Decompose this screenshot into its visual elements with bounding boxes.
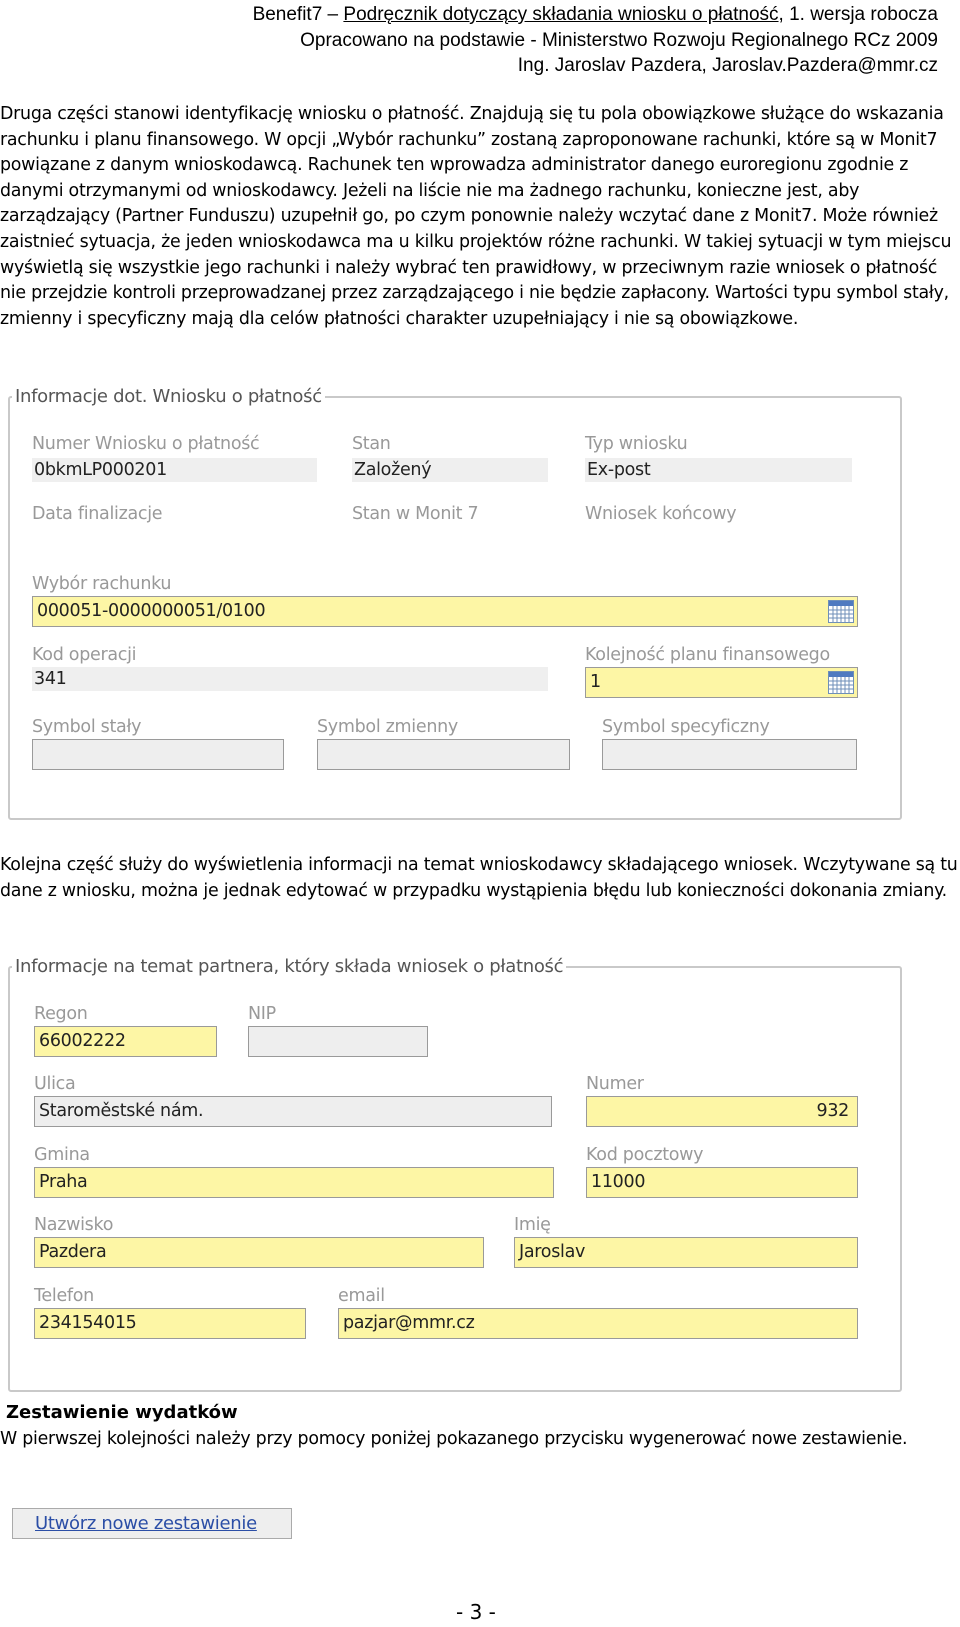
- operation-code-value: 341: [32, 667, 548, 691]
- account-select-field[interactable]: 000051-0000000051/0100: [32, 596, 858, 627]
- specific-symbol-field[interactable]: [602, 739, 857, 770]
- status-value: Založený: [352, 458, 548, 482]
- request-number-label: Numer Wniosku o płatność: [32, 434, 260, 454]
- specific-symbol-label: Symbol specyficzny: [602, 717, 770, 737]
- variable-symbol-field[interactable]: [317, 739, 570, 770]
- variable-symbol-label: Symbol zmienny: [317, 717, 458, 737]
- financial-plan-order-label: Kolejność planu finansowego: [585, 645, 830, 665]
- intro-paragraph: Druga części stanowi identyfikację wniosku o płatność. Znajdują się tu pola obowiązkowe służące do wskazania rachunku i planu finansowego. W opcji „Wybór rachunku” zostaną zaproponowane rachunki, które są w Monit7 powiązane z danym wnioskodawcą. Rachunek ten wprowadza administrator danego euroregionu zgodnie z danymi otrzymanymi od wnioskodawcy. Jeżeli na liście nie ma żadnego rachunku, konieczne jest, aby zarządzający (Partner Funduszu) uzupełnił go, po czym ponownie należy wczytać dane z Monit7. Może również zaistnieć sytuacja, że jeden wnioskodawca ma u kilku projektów różne rachunki. W takiej sytuacji w tym miejscu wyświetlą się wszystkie jego rachunki i należy wybrać ten prawidłowy, w przeciwnym razie wniosek o płatność nie przejdzie kontroli przeprowadzanej przez zarządzającego i nie będzie zapłacony. Wartości typu symbol stały, zmienny i specyficzny mają dla celów płatności charakter uzupełniający i nie są obowiązkowe.: [0, 104, 952, 329]
- postal-code-field[interactable]: 11000: [586, 1167, 858, 1198]
- regon-field[interactable]: 66002222: [34, 1026, 217, 1057]
- first-name-label: Imię: [514, 1215, 551, 1235]
- section-title: Zestawienie wydatków: [6, 1402, 238, 1423]
- constant-symbol-label: Symbol stały: [32, 717, 142, 737]
- phone-label: Telefon: [34, 1286, 94, 1306]
- page-number: - 3 -: [456, 1600, 496, 1624]
- panel-legend: Informacje na temat partnera, który składa wniosek o płatność: [15, 956, 564, 977]
- request-number-value: 0bkmLP000201: [32, 458, 317, 482]
- email-label: email: [338, 1286, 385, 1306]
- calendar-picker-icon[interactable]: [828, 600, 854, 623]
- header-line-1: Benefit7 – Podręcznik dotyczący składania wniosku o płatność, 1. wersja robocza: [252, 4, 938, 25]
- final-request-label: Wniosek końcowy: [585, 504, 737, 524]
- financial-plan-order-field[interactable]: 1: [585, 667, 858, 698]
- calendar-picker-icon[interactable]: [828, 671, 854, 694]
- phone-field[interactable]: 234154015: [34, 1308, 306, 1339]
- nip-label: NIP: [248, 1004, 276, 1024]
- page-header: [253, 2, 938, 79]
- municipality-field[interactable]: Praha: [34, 1167, 554, 1198]
- monit-status-label: Stan w Monit 7: [352, 504, 479, 524]
- constant-symbol-field[interactable]: [32, 739, 284, 770]
- request-type-value: Ex-post: [585, 458, 852, 482]
- municipality-label: Gmina: [34, 1145, 90, 1165]
- request-type-label: Typ wniosku: [585, 434, 688, 454]
- operation-code-label: Kod operacji: [32, 645, 137, 665]
- nip-field[interactable]: [248, 1026, 428, 1057]
- applicant-paragraph: Kolejna część służy do wyświetlenia informacji na temat wnioskodawcy składającego wniosek. Wczytywane są tu dane z wniosku, można je jednak edytować w przypadku wystąpienia błędu lub konieczności dokonania zmiany.: [0, 855, 958, 901]
- street-label: Ulica: [34, 1074, 76, 1094]
- account-select-label: Wybór rachunku: [32, 574, 172, 594]
- finalization-date-label: Data finalizacje: [32, 504, 163, 524]
- manual-title: Podręcznik dotyczący składania wniosku o płatność: [343, 4, 779, 25]
- summary-paragraph: W pierwszej kolejności należy przy pomocy poniżej pokazanego przycisku wygenerować nowe zestawienie.: [0, 1429, 908, 1449]
- house-number-label: Numer: [586, 1074, 644, 1094]
- regon-label: Regon: [34, 1004, 88, 1024]
- street-field[interactable]: Staroměstské nám.: [34, 1096, 552, 1127]
- email-field[interactable]: pazjar@mmr.cz: [338, 1308, 858, 1339]
- surname-field[interactable]: Pazdera: [34, 1237, 484, 1268]
- header-line-3: Ing. Jaroslav Pazdera, Jaroslav.Pazdera@mmr.cz: [517, 55, 938, 76]
- surname-label: Nazwisko: [34, 1215, 114, 1235]
- header-line-2: Opracowano na podstawie - Ministerstwo Rozwoju Regionalnego RCz 2009: [300, 29, 938, 51]
- create-new-summary-button[interactable]: Utwórz nowe zestawienie: [12, 1508, 292, 1539]
- postal-code-label: Kod pocztowy: [586, 1145, 704, 1165]
- house-number-field[interactable]: 932: [586, 1096, 858, 1127]
- status-label: Stan: [352, 434, 391, 454]
- first-name-field[interactable]: Jaroslav: [514, 1237, 858, 1268]
- panel-legend: Informacje dot. Wniosku o płatność: [15, 386, 322, 407]
